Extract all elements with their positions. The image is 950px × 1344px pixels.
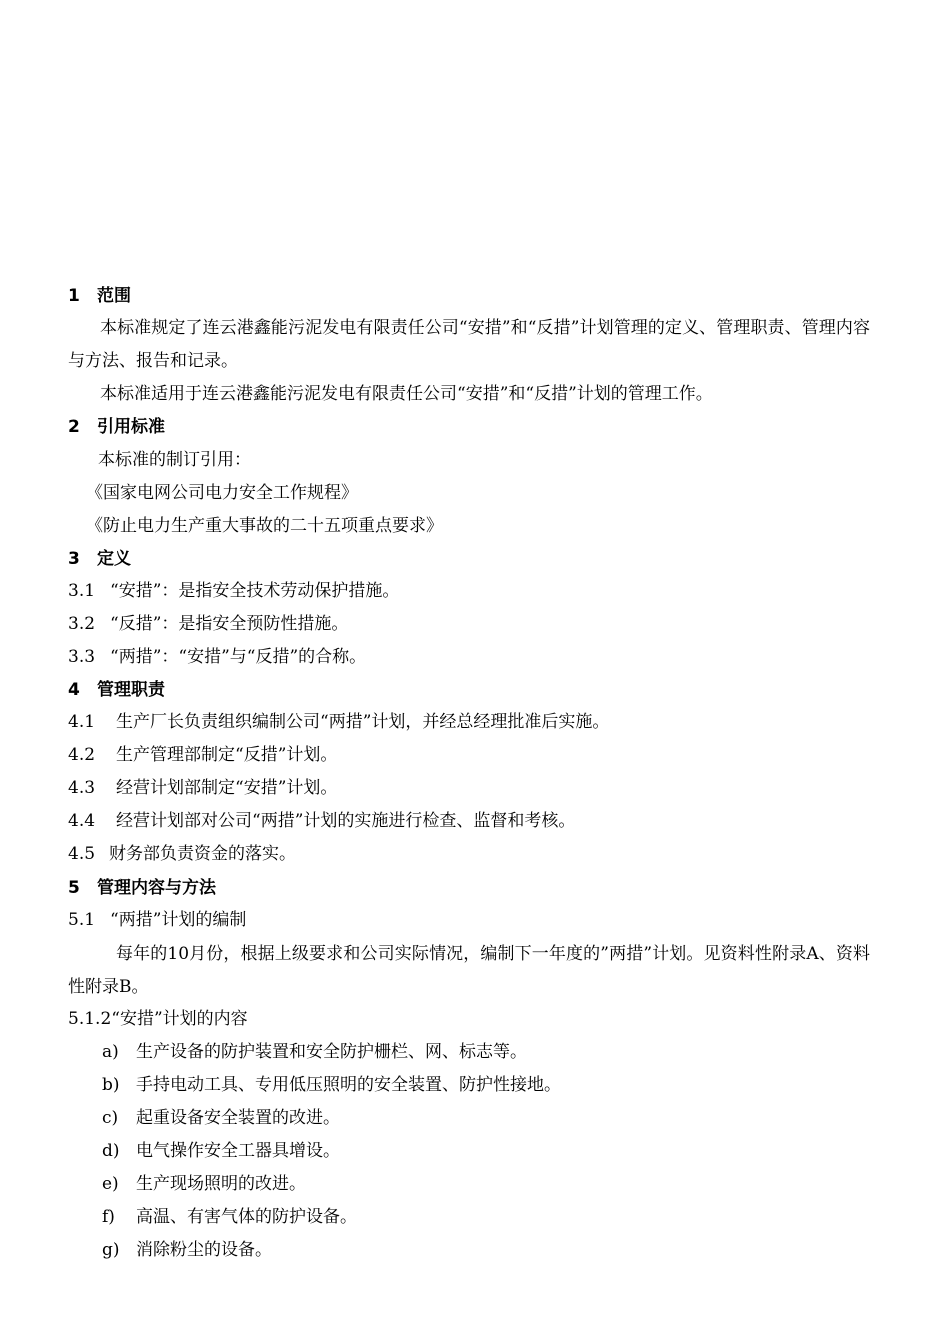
- list-text: 生产现场照明的改进。: [136, 1174, 306, 1194]
- responsibility-item: [68, 711, 609, 733]
- responsibility-item: [68, 843, 296, 865]
- list-letter: b): [102, 1075, 120, 1095]
- section-5-heading: [68, 877, 216, 899]
- item-number: 4.2: [68, 745, 96, 765]
- item-number: 3.1: [68, 581, 96, 601]
- item-text: 经营计划部对公司“两措”计划的实施进行检查、监督和考核。: [116, 811, 576, 831]
- item-number: 4.1: [68, 712, 96, 732]
- list-text: 高温、有害气体的防护设备。: [136, 1207, 357, 1227]
- list-item: [102, 1041, 527, 1063]
- item-number: 4.5: [68, 844, 96, 864]
- list-letter: f): [102, 1207, 115, 1227]
- section-5-paragraph: 每年的10月份，根据上级要求和公司实际情况，编制下一年度的”两措”计划。见资料性附录A、资料性附录B。: [68, 944, 870, 997]
- item-text: “两措”：“安措”与“反措”的合称。: [110, 647, 367, 667]
- item-number: 4.4: [68, 811, 96, 831]
- section-2-intro: 本标准的制订引用：: [98, 450, 251, 470]
- item-number: 5.1: [68, 910, 96, 930]
- responsibility-item: [68, 777, 337, 799]
- item-text: “两措”计划的编制: [110, 910, 247, 930]
- list-item: [102, 1239, 272, 1261]
- list-item: [102, 1206, 357, 1228]
- item-text: 经营计划部制定“安措”计划。: [116, 778, 338, 798]
- section-title: 管理内容与方法: [97, 878, 216, 898]
- list-item: [102, 1074, 561, 1096]
- list-item: [102, 1107, 340, 1129]
- list-text: 起重设备安全装置的改进。: [136, 1108, 340, 1128]
- item-number: 3.2: [68, 614, 96, 634]
- list-text: 电气操作安全工器具增设。: [136, 1141, 340, 1161]
- list-letter: e): [102, 1174, 119, 1194]
- responsibility-item: [68, 744, 337, 766]
- section-1-heading: [68, 285, 131, 307]
- section-4-heading: [68, 679, 165, 701]
- list-letter: a): [102, 1042, 119, 1062]
- list-letter: c): [102, 1108, 119, 1128]
- item-number: 4.3: [68, 778, 96, 798]
- item-text: “反措”：是指安全预防性措施。: [110, 614, 349, 634]
- definition-item: [68, 613, 348, 635]
- section-number: 2: [68, 417, 80, 437]
- list-letter: g): [102, 1240, 120, 1260]
- section-2-heading: [68, 416, 165, 438]
- reference-2: 《防止电力生产重大事故的二十五项重点要求》: [86, 516, 443, 536]
- section-number: 4: [68, 680, 80, 700]
- responsibility-item: [68, 810, 575, 832]
- section-number: 3: [68, 549, 80, 569]
- definition-item: [68, 580, 399, 602]
- list-item: [102, 1140, 340, 1162]
- section-number: 1: [68, 286, 80, 306]
- section-3-heading: [68, 548, 131, 570]
- list-letter: d): [102, 1141, 120, 1161]
- section-number: 5: [68, 878, 80, 898]
- item-text: 生产厂长负责组织编制公司“两措”计划，并经总经理批准后实施。: [116, 712, 610, 732]
- section-title: 引用标准: [97, 417, 165, 437]
- section-title: 管理职责: [97, 680, 165, 700]
- section-title: 定义: [97, 549, 131, 569]
- section-title: 范围: [97, 286, 131, 306]
- reference-1: 《国家电网公司电力安全工作规程》: [86, 483, 358, 503]
- subsection-heading: [68, 909, 246, 931]
- subsection-heading-5-1-2: 5.1.2“安措”计划的内容: [68, 1009, 248, 1029]
- item-text: 财务部负责资金的落实。: [109, 844, 296, 864]
- list-text: 手持电动工具、专用低压照明的安全装置、防护性接地。: [136, 1075, 561, 1095]
- list-item: [102, 1173, 306, 1195]
- section-1-paragraph-2: 本标准适用于连云港鑫能污泥发电有限责任公司“安措”和“反措”计划的管理工作。: [100, 384, 713, 404]
- list-text: 消除粉尘的设备。: [136, 1240, 272, 1260]
- list-text: 生产设备的防护装置和安全防护栅栏、网、标志等。: [136, 1042, 527, 1062]
- section-1-paragraph-1: 本标准规定了连云港鑫能污泥发电有限责任公司“安措”和“反措”计划管理的定义、管理职责、管理内容与方法、报告和记录。: [68, 318, 870, 371]
- item-number: 3.3: [68, 647, 96, 667]
- definition-item: [68, 646, 366, 668]
- item-text: 生产管理部制定“反措”计划。: [116, 745, 338, 765]
- item-text: “安措”：是指安全技术劳动保护措施。: [110, 581, 400, 601]
